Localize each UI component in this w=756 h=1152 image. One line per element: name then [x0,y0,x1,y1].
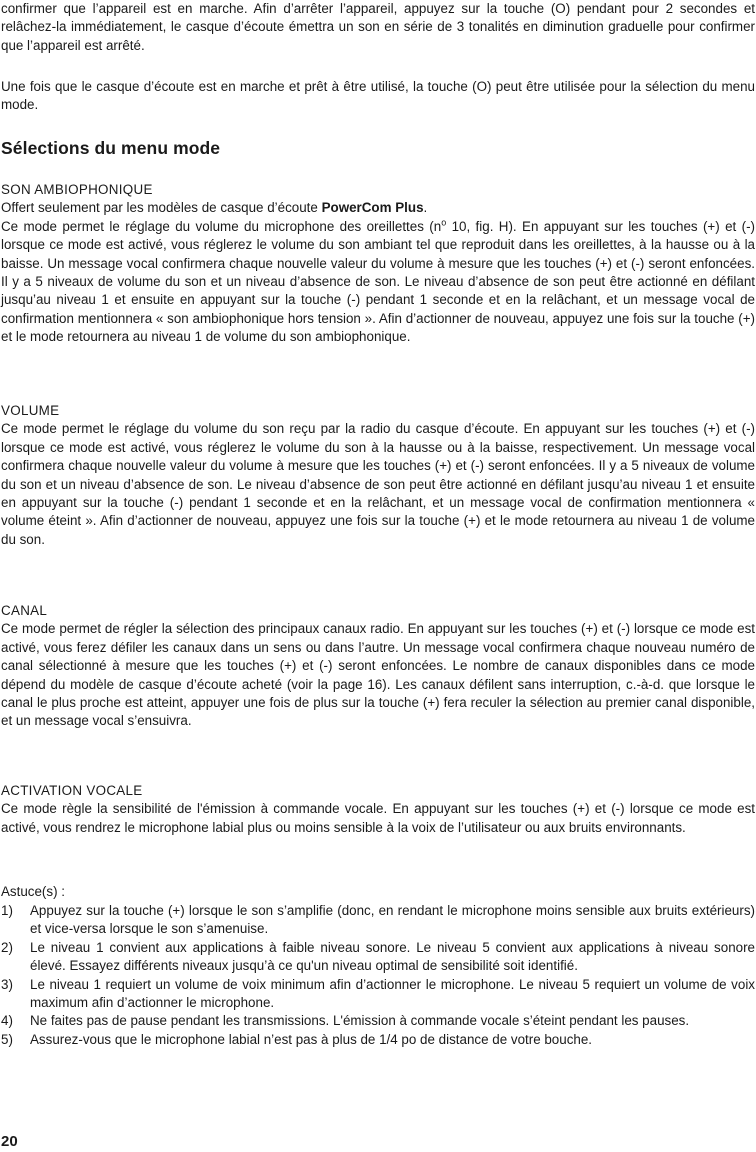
list-item [1,976,755,1013]
section-ambient-sound [1,181,755,347]
ambient-body [1,218,755,347]
list-item [1,939,755,976]
brand-name: PowerCom Plus [321,200,424,216]
vox-body: Ce mode règle la sensibilité de l'émission à commande vocale. En appuyant sur les touches (+) et (-) lorsque ce mode est activé, vous rendrez le microphone labial plus ou moins sensible à la voix de l’utilisateur ou aux bruits environnants. [1,801,755,835]
ambient-body-a: Ce mode permet le réglage du volume du microphone des oreillettes (n [1,218,442,234]
ambient-offer-suffix: . [423,200,428,216]
ambient-body-sup: o [441,217,447,228]
tips-list [1,902,755,1049]
list-item-text: Ne faites pas de pause pendant les transmissions. L'émission à commande vocale s’éteint pendant les pauses. [30,1013,690,1029]
section-heading: Sélections du menu mode [1,138,221,158]
list-item-number: 3) [1,976,13,992]
list-item-text: Appuyez sur la touche (+) lorsque le son s’amplifie (donc, en rendant le microphone moins sensible aux bruits extérieurs) et vice-versa lorsque le son s’amenuise. [30,903,755,937]
ambient-body-b: 10, fig. H). En appuyant sur les touches (+) et (-) lorsque ce mode est activé, vous réglerez le volume du son ambiant tel que reproduit dans les oreillettes, à la hausse ou à la baisse. Un message vocal confirmera chaque nouvelle valeur du volume à mesure que les touches (+) et (-) seront enfoncées. Il y a 5 niveaux de volume du son et un niveau d’absence de son. Le niveau d’absence de son peut être actionné en défilant jusqu’au niveau 1 et ensuite en appuyant sur la touche (-) pendant 1 seconde et en la relâchant, et un message vocal de confirmation mentionnera « son ambiophonique hors tension ». Afin d’actionner de nouveau, appuyez une fois sur la touche (+) et le mode retournera au niveau 1 de volume du son ambiophonique. [1,218,755,345]
list-item-text: Assurez-vous que le microphone labial n’est pas à plus de 1/4 po de distance de votre bouche. [30,1031,593,1047]
tips-title: Astuce(s) : [1,884,65,899]
list-item-number: 1) [1,903,13,918]
list-item [1,902,755,939]
ambient-title: SON AMBIOPHONIQUE [1,182,153,197]
intro-paragraph-1: confirmer que l’appareil est en marche. Afin d’arrêter l’appareil, appuyez sur la touche (O) pendant pour 2 secondes et relâchez-la immédiatement, le casque d’écoute émettra un son en série de 3 tonalités en diminution graduelle pour confirmer que l’appareil est arrêté. [1,1,755,53]
intro-paragraph-2: Une fois que le casque d’écoute est en marche et prêt à être utilisé, la touche (O) peut être utilisée pour la sélection du menu mode. [1,79,755,113]
list-item-text: Le niveau 1 convient aux applications à faible niveau sonore. Le niveau 5 convient aux applications à niveau sonore élevé. Essayez différents niveaux jusqu’à ce qu'un niveau optimal de sensibilité soit identifié. [30,939,755,974]
vox-title: ACTIVATION VOCALE [1,783,143,798]
channel-title: CANAL [1,603,48,618]
section-voice-activation [1,782,755,837]
list-item [1,1012,755,1030]
list-item-number: 5) [1,1031,13,1047]
section-volume [1,402,755,549]
page-number: 20 [1,1133,18,1150]
channel-body: Ce mode permet de régler la sélection des principaux canaux radio. En appuyant sur les touches (+) et (-) lorsque ce mode est activé, vous ferez défiler les canaux dans un sens ou dans l’autre. Un message vocal confirmera chaque nouveau numéro de canal sélectionné à mesure que les touches (+) et (-) seront enfoncées. Le nombre de canaux disponibles dans ce mode dépend du modèle de casque d’écoute acheté (voir la page 16). Les canaux défilent sans interruption, c.-à-d. que lorsque le canal le plus proche est atteint, appuyer une fois de plus sur la touche (+) fera reculer la sélection au premier canal disponible, et un message vocal s’ensuivra. [1,621,755,729]
volume-title: VOLUME [1,403,60,418]
section-channel [1,602,755,731]
ambient-offer-prefix: Offert seulement par les modèles de casque d’écoute [1,200,322,216]
list-item-number: 2) [1,939,13,955]
volume-body: Ce mode permet le réglage du volume du son reçu par la radio du casque d’écoute. En appuyant sur les touches (+) et (-) lorsque ce mode est activé, vous réglerez le volume du son à la hausse ou à la baisse, respectivement. Un message vocal confirmera chaque nouvelle valeur du volume à mesure que les touches (+) et (-) seront enfoncées. Il y a 5 niveaux de volume du son et un niveau d’absence de son. Le niveau d’absence de son peut être actionné en défilant jusqu’au niveau 1 et ensuite en appuyant sur la touche (-) pendant 1 seconde et en la relâchant, et un message vocal de confirmation mentionnera « volume éteint ». Afin d’actionner de nouveau, appuyez une fois sur la touche (+) et le mode retournera au niveau 1 de volume du son. [1,421,755,547]
list-item [1,1031,755,1049]
list-item-number: 4) [1,1013,13,1029]
ambient-offer [1,199,755,217]
list-item-text: Le niveau 1 requiert un volume de voix minimum afin d’actionner le microphone. Le niveau 5 requiert un volume de voix maximum afin d’actionner le microphone. [30,976,755,1011]
